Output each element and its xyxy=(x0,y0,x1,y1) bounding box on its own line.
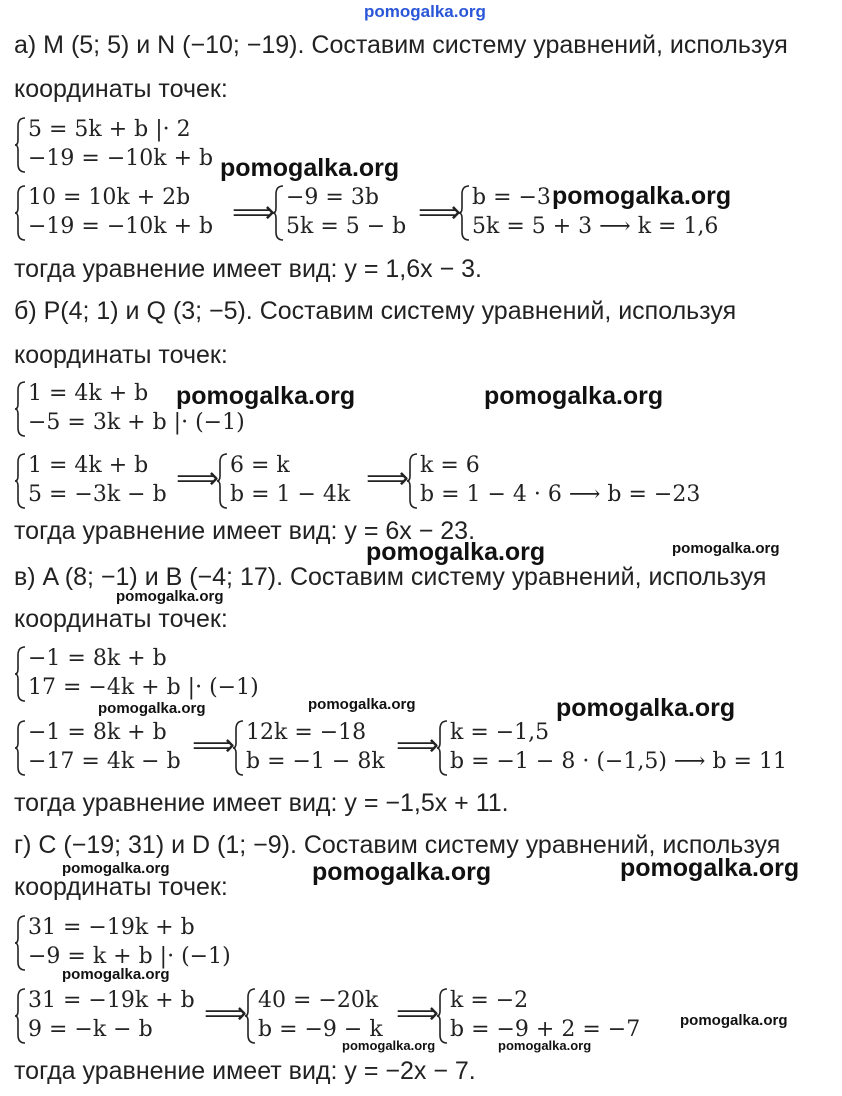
watermark: pomogalka.org xyxy=(308,696,416,713)
equation: 5k = 5 + 3 ⟶ k = 1,6 xyxy=(472,214,719,239)
watermark: pomogalka.org xyxy=(176,382,356,410)
equation: 31 = −19k + b xyxy=(28,915,195,940)
implies-arrow-icon: ⟹ xyxy=(396,996,440,1031)
brace-icon xyxy=(14,184,26,242)
equation: 31 = −19k + b xyxy=(28,988,195,1013)
equation: k = −1,5 xyxy=(450,720,550,745)
equation: b = −3 xyxy=(472,185,551,210)
equation: 6 = k xyxy=(230,453,290,478)
part-a-caption: координаты точек: xyxy=(14,75,228,103)
brace-icon xyxy=(436,719,448,777)
watermark-top[interactable]: pomogalka.org xyxy=(364,2,486,21)
implies-arrow-icon: ⟹ xyxy=(418,195,462,230)
watermark: pomogalka.org xyxy=(672,540,780,557)
equation: 9 = −k − b xyxy=(28,1017,153,1042)
equation: b = 1 − 4k xyxy=(230,482,351,507)
equation: 10 = 10k + 2b xyxy=(28,185,191,210)
equation: b = −9 + 2 = −7 xyxy=(450,1017,641,1042)
brace-icon xyxy=(458,184,470,242)
implies-arrow-icon: ⟹ xyxy=(396,728,440,763)
brace-icon xyxy=(216,452,228,510)
equation: 12k = −18 xyxy=(246,720,367,745)
implies-arrow-icon: ⟹ xyxy=(192,728,236,763)
watermark: pomogalka.org xyxy=(62,860,170,877)
brace-icon xyxy=(14,914,26,972)
watermark: pomogalka.org xyxy=(116,588,224,605)
part-a-result: тогда уравнение имеет вид: y = 1,6x − 3. xyxy=(14,255,482,283)
part-d-caption: координаты точек: xyxy=(14,873,228,901)
equation: 5k = 5 − b xyxy=(286,214,407,239)
part-c-caption: координаты точек: xyxy=(14,605,228,633)
brace-icon xyxy=(232,719,244,777)
equation: b = −9 − k xyxy=(258,1017,383,1042)
brace-icon xyxy=(14,380,26,438)
equation: −9 = 3b xyxy=(286,185,379,210)
brace-icon xyxy=(14,719,26,777)
brace-icon xyxy=(14,645,26,703)
equation: k = 6 xyxy=(420,453,480,478)
part-d-result: тогда уравнение имеет вид: y = −2x − 7. xyxy=(14,1057,476,1085)
watermark: pomogalka.org xyxy=(342,1038,436,1053)
equation: 1 = 4k + b xyxy=(28,381,149,406)
watermark: pomogalka.org xyxy=(98,700,206,717)
part-b-result: тогда уравнение имеет вид: y = 6x − 23. xyxy=(14,517,476,545)
part-d-statement: г) C (−19; 31) и D (1; −9). Составим систему уравнений, используя xyxy=(14,831,781,859)
equation: 40 = −20k xyxy=(258,988,379,1013)
watermark: pomogalka.org xyxy=(680,1012,788,1029)
brace-icon xyxy=(272,184,284,242)
equation: 5 = −3k − b xyxy=(28,482,167,507)
watermark: pomogalka.org xyxy=(366,538,546,566)
equation: −9 = k + b |· (−1) xyxy=(28,944,231,969)
equation: b = −1 − 8k xyxy=(246,749,385,774)
watermark: pomogalka.org xyxy=(220,154,400,182)
implies-arrow-icon: ⟹ xyxy=(204,996,248,1031)
equation: −19 = −10k + b xyxy=(28,214,214,239)
part-b-statement: б) P(4; 1) и Q (3; −5). Составим систему уравнений, используя xyxy=(14,297,737,325)
equation: 5 = 5k + b |· 2 xyxy=(28,117,191,142)
watermark: pomogalka.org xyxy=(498,1038,592,1053)
equation: k = −2 xyxy=(450,988,529,1013)
equation: −1 = 8k + b xyxy=(28,720,167,745)
implies-arrow-icon: ⟹ xyxy=(232,195,276,230)
watermark: pomogalka.org xyxy=(312,858,492,886)
brace-icon xyxy=(436,987,448,1045)
implies-arrow-icon: ⟹ xyxy=(176,461,220,496)
part-c-result: тогда уравнение имеет вид: y = −1,5x + 11. xyxy=(14,789,509,817)
part-a-statement: а) M (5; 5) и N (−10; −19). Составим систему уравнений, используя xyxy=(14,31,788,59)
implies-arrow-icon: ⟹ xyxy=(366,461,410,496)
part-c-statement: в) A (8; −1) и B (−4; 17). Составим систему уравнений, используя xyxy=(14,563,767,591)
equation: 1 = 4k + b xyxy=(28,453,149,478)
equation: −19 = −10k + b xyxy=(28,146,214,171)
brace-icon xyxy=(14,452,26,510)
brace-icon xyxy=(244,987,256,1045)
part-b-caption: координаты точек: xyxy=(14,341,228,369)
brace-icon xyxy=(14,116,26,174)
watermark: pomogalka.org xyxy=(484,382,664,410)
equation: 17 = −4k + b |· (−1) xyxy=(28,675,259,700)
watermark: pomogalka.org xyxy=(552,182,732,210)
watermark: pomogalka.org xyxy=(62,966,170,983)
brace-icon xyxy=(14,987,26,1045)
equation: −17 = 4k − b xyxy=(28,749,181,774)
equation: b = 1 − 4 · 6 ⟶ b = −23 xyxy=(420,482,701,507)
equation: −5 = 3k + b |· (−1) xyxy=(28,410,245,435)
watermark: pomogalka.org xyxy=(556,694,736,722)
brace-icon xyxy=(406,452,418,510)
equation: b = −1 − 8 · (−1,5) ⟶ b = 11 xyxy=(450,749,787,774)
equation: −1 = 8k + b xyxy=(28,646,167,671)
watermark: pomogalka.org xyxy=(620,854,800,882)
